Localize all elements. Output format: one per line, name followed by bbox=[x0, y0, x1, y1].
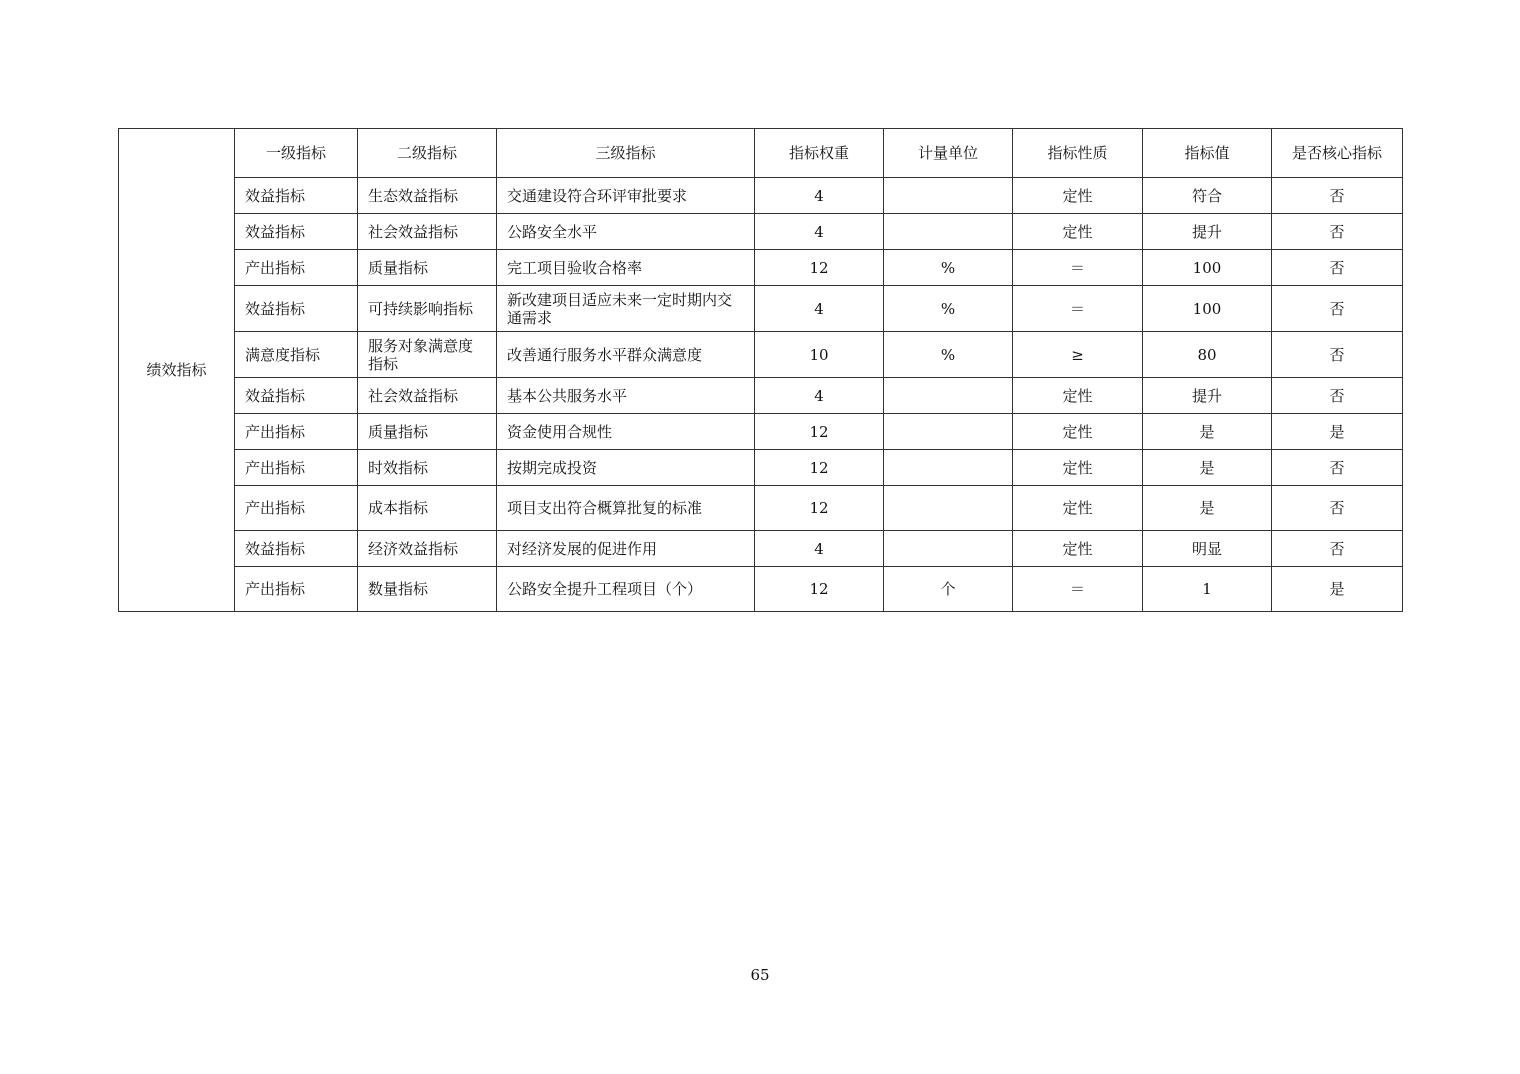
cell-nature: 定性 bbox=[1013, 178, 1143, 214]
cell-level3: 资金使用合规性 bbox=[497, 414, 755, 450]
table-row bbox=[119, 486, 1403, 531]
cell-level1: 满意度指标 bbox=[235, 332, 358, 378]
cell-level2: 质量指标 bbox=[358, 414, 497, 450]
cell-nature: 定性 bbox=[1013, 214, 1143, 250]
table-row bbox=[119, 414, 1403, 450]
cell-level1: 产出指标 bbox=[235, 450, 358, 486]
cell-value: 提升 bbox=[1143, 378, 1272, 414]
cell-core: 否 bbox=[1272, 178, 1403, 214]
table-row bbox=[119, 450, 1403, 486]
cell-weight: 4 bbox=[755, 214, 884, 250]
cell-level3: 对经济发展的促进作用 bbox=[497, 531, 755, 567]
cell-core: 否 bbox=[1272, 486, 1403, 531]
cell-unit bbox=[884, 214, 1013, 250]
cell-unit: 个 bbox=[884, 567, 1013, 612]
cell-nature: 定性 bbox=[1013, 486, 1143, 531]
cell-nature: ≥ bbox=[1013, 332, 1143, 378]
cell-nature: 定性 bbox=[1013, 378, 1143, 414]
cell-value: 80 bbox=[1143, 332, 1272, 378]
header-value: 指标值 bbox=[1143, 129, 1272, 178]
cell-level3: 公路安全提升工程项目（个） bbox=[497, 567, 755, 612]
cell-value: 100 bbox=[1143, 250, 1272, 286]
cell-level3: 交通建设符合环评审批要求 bbox=[497, 178, 755, 214]
cell-level2: 生态效益指标 bbox=[358, 178, 497, 214]
cell-level3: 公路安全水平 bbox=[497, 214, 755, 250]
cell-value: 提升 bbox=[1143, 214, 1272, 250]
cell-level3: 新改建项目适应未来一定时期内交通需求 bbox=[497, 286, 755, 332]
cell-unit bbox=[884, 414, 1013, 450]
cell-level2: 成本指标 bbox=[358, 486, 497, 531]
cell-weight: 4 bbox=[755, 378, 884, 414]
cell-value: 是 bbox=[1143, 414, 1272, 450]
cell-unit bbox=[884, 486, 1013, 531]
cell-core: 否 bbox=[1272, 378, 1403, 414]
cell-level1: 效益指标 bbox=[235, 214, 358, 250]
header-nature: 指标性质 bbox=[1013, 129, 1143, 178]
cell-level2: 社会效益指标 bbox=[358, 378, 497, 414]
cell-value: 1 bbox=[1143, 567, 1272, 612]
cell-unit bbox=[884, 531, 1013, 567]
cell-weight: 4 bbox=[755, 178, 884, 214]
cell-core: 否 bbox=[1272, 214, 1403, 250]
cell-value: 是 bbox=[1143, 486, 1272, 531]
cell-level2: 服务对象满意度指标 bbox=[358, 332, 497, 378]
cell-level1: 效益指标 bbox=[235, 531, 358, 567]
cell-nature: 定性 bbox=[1013, 414, 1143, 450]
page-number: 65 bbox=[750, 966, 770, 984]
cell-core: 是 bbox=[1272, 567, 1403, 612]
cell-level2: 时效指标 bbox=[358, 450, 497, 486]
cell-value: 是 bbox=[1143, 450, 1272, 486]
cell-weight: 4 bbox=[755, 531, 884, 567]
cell-level1: 效益指标 bbox=[235, 378, 358, 414]
cell-level3: 完工项目验收合格率 bbox=[497, 250, 755, 286]
cell-level3: 项目支出符合概算批复的标准 bbox=[497, 486, 755, 531]
cell-value: 明显 bbox=[1143, 531, 1272, 567]
cell-weight: 12 bbox=[755, 450, 884, 486]
cell-unit: % bbox=[884, 250, 1013, 286]
cell-unit: % bbox=[884, 332, 1013, 378]
cell-value: 符合 bbox=[1143, 178, 1272, 214]
cell-nature: 定性 bbox=[1013, 450, 1143, 486]
table-row bbox=[119, 378, 1403, 414]
cell-level2: 质量指标 bbox=[358, 250, 497, 286]
table-row bbox=[119, 214, 1403, 250]
cell-level2: 经济效益指标 bbox=[358, 531, 497, 567]
cell-core: 否 bbox=[1272, 250, 1403, 286]
table-row bbox=[119, 531, 1403, 567]
cell-core: 否 bbox=[1272, 531, 1403, 567]
category-cell: 绩效指标 bbox=[119, 129, 235, 612]
cell-level1: 产出指标 bbox=[235, 567, 358, 612]
cell-core: 否 bbox=[1272, 332, 1403, 378]
table-row bbox=[119, 178, 1403, 214]
cell-level1: 效益指标 bbox=[235, 286, 358, 332]
cell-nature: ＝ bbox=[1013, 250, 1143, 286]
cell-core: 否 bbox=[1272, 286, 1403, 332]
cell-level3: 按期完成投资 bbox=[497, 450, 755, 486]
cell-weight: 12 bbox=[755, 567, 884, 612]
cell-level1: 产出指标 bbox=[235, 414, 358, 450]
cell-weight: 4 bbox=[755, 286, 884, 332]
cell-unit: % bbox=[884, 286, 1013, 332]
cell-unit bbox=[884, 450, 1013, 486]
table-row bbox=[119, 286, 1403, 332]
cell-unit bbox=[884, 378, 1013, 414]
performance-indicator-table bbox=[118, 128, 1403, 612]
cell-nature: 定性 bbox=[1013, 531, 1143, 567]
cell-core: 否 bbox=[1272, 450, 1403, 486]
cell-unit bbox=[884, 178, 1013, 214]
cell-weight: 12 bbox=[755, 250, 884, 286]
cell-level1: 效益指标 bbox=[235, 178, 358, 214]
cell-weight: 12 bbox=[755, 414, 884, 450]
cell-core: 是 bbox=[1272, 414, 1403, 450]
header-level1: 一级指标 bbox=[235, 129, 358, 178]
cell-level2: 社会效益指标 bbox=[358, 214, 497, 250]
cell-level1: 产出指标 bbox=[235, 250, 358, 286]
header-level2: 二级指标 bbox=[358, 129, 497, 178]
cell-value: 100 bbox=[1143, 286, 1272, 332]
table-row bbox=[119, 332, 1403, 378]
table-row bbox=[119, 567, 1403, 612]
cell-nature: ＝ bbox=[1013, 567, 1143, 612]
cell-level3: 基本公共服务水平 bbox=[497, 378, 755, 414]
header-unit: 计量单位 bbox=[884, 129, 1013, 178]
cell-nature: ＝ bbox=[1013, 286, 1143, 332]
cell-level1: 产出指标 bbox=[235, 486, 358, 531]
table-row bbox=[119, 250, 1403, 286]
table-header-row bbox=[119, 129, 1403, 178]
cell-level3: 改善通行服务水平群众满意度 bbox=[497, 332, 755, 378]
cell-level2: 数量指标 bbox=[358, 567, 497, 612]
header-weight: 指标权重 bbox=[755, 129, 884, 178]
cell-level2: 可持续影响指标 bbox=[358, 286, 497, 332]
header-core: 是否核心指标 bbox=[1272, 129, 1403, 178]
header-level3: 三级指标 bbox=[497, 129, 755, 178]
cell-weight: 12 bbox=[755, 486, 884, 531]
cell-weight: 10 bbox=[755, 332, 884, 378]
